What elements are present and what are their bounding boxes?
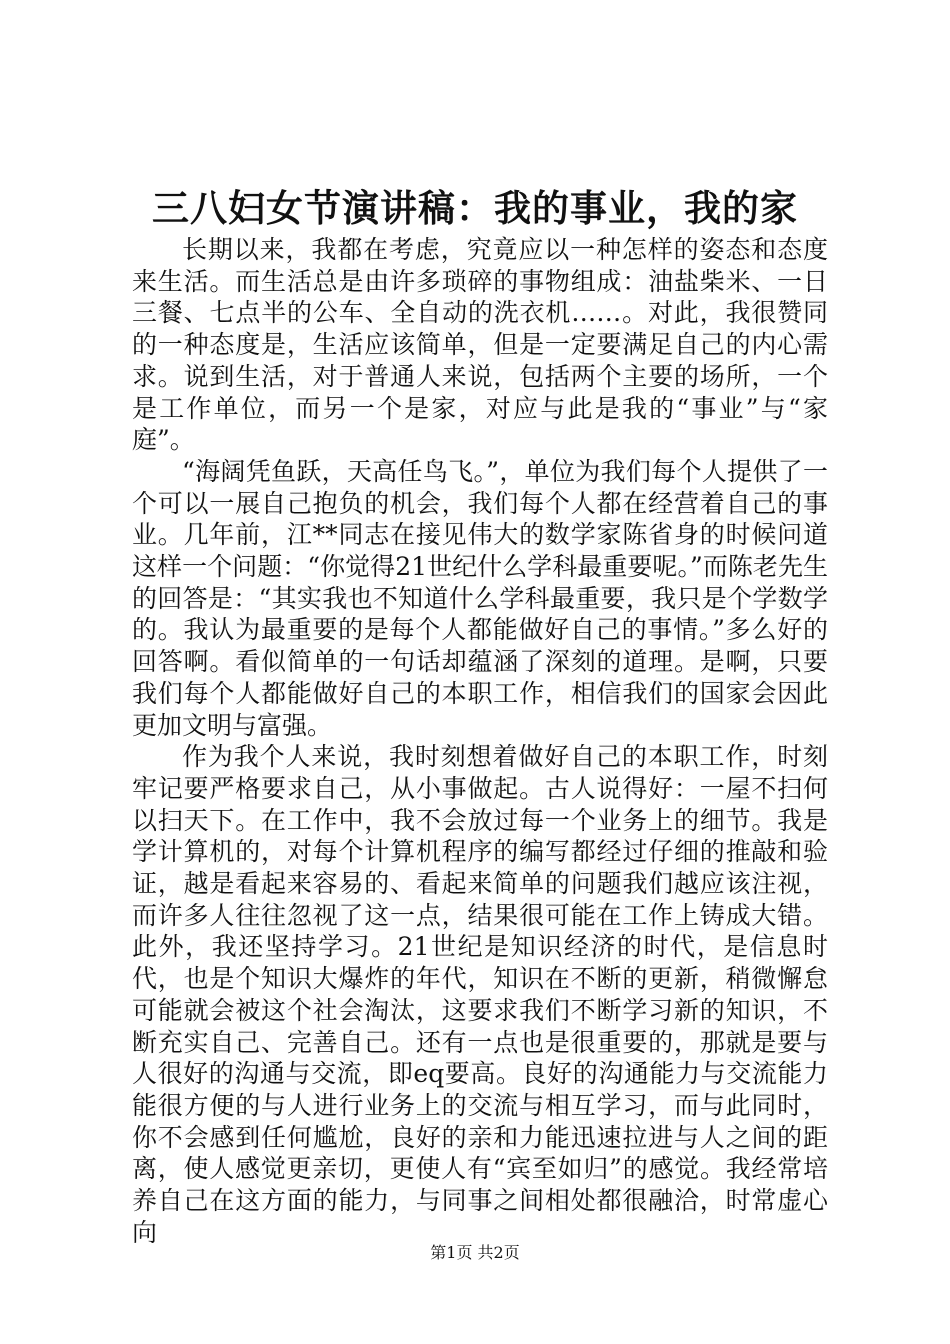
paragraph-1: 长期以来，我都在考虑，究竟应以一种怎样的姿态和态度来生活。而生活总是由许多琐碎的事物组成：油盐柴米、一日三餐、七点半的公车、全自动的洗衣机……。对此，我很赞同的一种态度是，生活应该简单，但是一定要满足自己的内心需求。说到生活，对于普通人来说，包括两个主要的场所，一个是工作单位，而另一个是家，对应与此是我的“事业”与“家庭”。	[132, 235, 828, 455]
document-body	[132, 234, 828, 1249]
paragraph-2: “海阔凭鱼跃，天高任鸟飞。”，单位为我们每个人提供了一个可以一展自己抱负的机会，我们每个人都在经营着自己的事业。几年前，江**同志在接见伟大的数学家陈省身的时候问道这样一个问题：“你觉得21世纪什么学科最重要呢。”而陈老先生的回答是：“其实我也不知道什么学科最重要，我只是个学数学的。我认为最重要的是每个人都能做好自己的事情。”多么好的回答啊。看似简单的一句话却蕴涵了深刻的道理。是啊，只要我们每个人都能做好自己的本职工作，相信我们的国家会因此更加文明与富强。	[132, 456, 828, 740]
page-number: 第1页 共2页	[430, 1243, 520, 1262]
paragraph-3: 作为我个人来说，我时刻想着做好自己的本职工作，时刻牢记要严格要求自己，从小事做起。古人说得好：一屋不扫何以扫天下。在工作中，我不会放过每一个业务上的细节。我是学计算机的，对每个计算机程序的编写都经过仔细的推敲和验证，越是看起来容易的、看起来简单的问题我们越应该注视，而许多人往往忽视了这一点，结果很可能在工作上铸成大错。此外，我还坚持学习。21世纪是知识经济的时代，是信息时代，也是个知识大爆炸的年代，知识在不断的更新，稍微懈怠可能就会被这个社会淘汰，这要求我们不断学习新的知识，不断充实自己、完善自己。还有一点也是很重要的，那就是要与人很好的沟通与交流，即eq要高。良好的沟通能力与交流能力能很方便的与人进行业务上的交流与相互学习，而与此同时，你不会感到任何尴尬，良好的亲和力能迅速拉进与人之间的距离，使人感觉更亲切，更使人有“宾至如归”的感觉。我经常培养自己在这方面的能力，与同事之间相处都很融洽，时常虚心向	[132, 742, 828, 1247]
page-title: 三八妇女节演讲稿：我的事业，我的家	[152, 186, 798, 230]
page-footer	[0, 1242, 950, 1264]
